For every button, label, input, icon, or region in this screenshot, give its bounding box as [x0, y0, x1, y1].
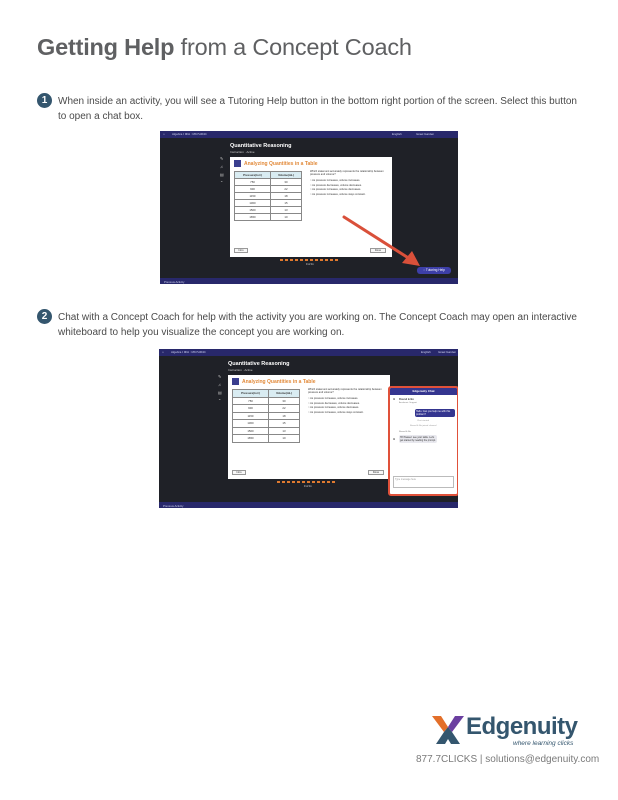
user-name: Israel Garden: [416, 132, 435, 136]
page-title-bold: Getting Help: [37, 34, 175, 60]
bottom-bar: [160, 278, 458, 284]
chevron-up-icon: ⌃: [220, 180, 224, 185]
chat-status: Chat started: [417, 420, 429, 422]
table-row: [235, 200, 302, 207]
answer-option[interactable]: ○ As pressure increases, volume decreases.: [308, 406, 360, 409]
chat-icon: ◌: [423, 268, 426, 272]
toolbar: [218, 157, 228, 189]
step-number: 2: [37, 309, 52, 324]
progress-dots[interactable]: [277, 481, 337, 483]
previous-activity-link[interactable]: Previous Activity: [163, 503, 184, 508]
activity-title: Analyzing Quantities in a Table: [242, 379, 316, 385]
question-text: Which statement accurately represents the relationship between pressure and volume?: [310, 170, 384, 177]
answer-option[interactable]: ○ As pressure increases, volume increases.: [308, 397, 359, 400]
table-cell: 750: [235, 179, 271, 186]
chat-status: Round & Bo joined channel: [410, 425, 437, 427]
screenshot-activity: [160, 131, 458, 284]
table-cell: 1150: [235, 193, 271, 200]
answer-option[interactable]: ○ As pressure decreases, volume decreases.: [310, 183, 362, 187]
table-cell: 10: [268, 435, 299, 443]
table-row: [235, 207, 302, 214]
headphones-icon: ♫: [218, 382, 221, 387]
intro-button[interactable]: Intro: [234, 248, 248, 253]
notes-icon: ▤: [220, 172, 224, 177]
table-row: [233, 397, 300, 405]
table-row: [233, 420, 300, 428]
language-select: English: [392, 132, 402, 136]
logo-tagline: where learning clicks: [513, 740, 574, 747]
table-header: Pressure(torr): [235, 172, 271, 179]
course-name: Algebra I 9FA : MK7HR4C: [172, 132, 207, 136]
intro-button[interactable]: Intro: [232, 470, 246, 475]
user-message-bubble: Hello. Can you help me with this problem?: [415, 409, 455, 417]
page-counter: 9 of 11: [304, 485, 312, 488]
coach-label: Round & Bo: [399, 431, 411, 433]
step-number: 1: [37, 93, 52, 108]
table-cell: 22: [268, 405, 299, 413]
table-row: [235, 193, 302, 200]
data-table: [234, 171, 302, 221]
step-text: Chat with a Concept Coach for help with the activity you are working on. The Concept Coach may open an interactive whiteboard to help you visualize the concept you are working on.: [58, 312, 577, 338]
done-button[interactable]: Done: [370, 248, 386, 253]
chevron-up-icon: ⌃: [218, 398, 222, 403]
table-cell: 15: [268, 420, 299, 428]
headphones-icon: ♫: [220, 164, 223, 169]
home-icon: ⌂: [162, 350, 164, 354]
answer-option[interactable]: ○ As pressure decreases, volume decreases.: [308, 401, 360, 405]
lesson-title: Quantitative Reasoning: [230, 143, 292, 149]
table-header: Volume(mL): [270, 172, 301, 179]
user-name: Israel Garden: [438, 350, 457, 354]
table-cell: 1150: [233, 412, 269, 420]
table-cell: 10: [270, 214, 301, 221]
table-cell: 15: [270, 200, 301, 207]
table-row: [233, 435, 300, 443]
home-icon: ⌂: [163, 132, 165, 136]
table-cell: 30: [268, 397, 299, 405]
notes-icon: ▤: [218, 390, 222, 395]
answer-options: [310, 179, 366, 197]
page-counter: 9 of 11: [306, 263, 314, 266]
coach-avatar-icon: ✖: [393, 398, 396, 401]
chat-header-title: Edgenuity Chat: [412, 389, 435, 393]
previous-activity-link[interactable]: Previous Activity: [164, 279, 185, 284]
lesson-title: Quantitative Reasoning: [228, 361, 290, 367]
table-cell: 900: [233, 405, 269, 413]
table-header: Pressure(torr): [233, 390, 269, 398]
top-nav-bar: [160, 131, 458, 138]
answer-option[interactable]: ○ As pressure increases, volume increases.: [310, 179, 361, 182]
table-cell: 750: [233, 397, 269, 405]
table-header: Volume(mL): [268, 390, 299, 398]
answer-option[interactable]: ○ As pressure increases, volume stays constant.: [310, 192, 366, 196]
screenshot-chat: [159, 349, 458, 508]
coach-avatar-icon: ✖: [393, 438, 396, 441]
table-row: [235, 186, 302, 193]
table-cell: 1650: [233, 435, 269, 443]
table-cell: 13: [268, 427, 299, 435]
course-name: Algebra I 9FA : MK7HR4C: [171, 350, 206, 354]
table-cell: 900: [235, 186, 271, 193]
activity-panel: [228, 375, 390, 479]
table-cell: 30: [270, 179, 301, 186]
contact-info: 877.7CLICKS | solutions@edgenuity.com: [416, 754, 600, 765]
table-row: [233, 405, 300, 413]
table-cell: 22: [270, 186, 301, 193]
table-row: [235, 214, 302, 221]
table-row: [233, 412, 300, 420]
chat-box: [388, 386, 458, 496]
step-1: [37, 93, 587, 125]
coach-message-bubble: Hi! Please I see your table. Let's get started by reading the prompt.: [400, 436, 436, 442]
lesson-subtitle: Instruction · Active: [230, 150, 255, 154]
lesson-subtitle: Instruction · Active: [228, 368, 253, 372]
table-cell: 18: [270, 193, 301, 200]
chat-input[interactable]: Type message here: [393, 476, 454, 488]
activity-icon: [232, 378, 239, 385]
answer-option[interactable]: ○ As pressure increases, volume decreases.: [310, 188, 362, 191]
table-cell: 1500: [233, 427, 269, 435]
table-cell: 1300: [235, 200, 271, 207]
page-title-rest: from a Concept Coach: [174, 34, 412, 60]
bottom-bar: [159, 502, 458, 508]
table-cell: 1650: [235, 214, 271, 221]
activity-icon: [234, 160, 241, 167]
red-arrow-icon: [340, 211, 430, 271]
pencil-icon: ✎: [218, 374, 222, 379]
data-table: [232, 389, 300, 443]
pencil-icon: ✎: [220, 156, 224, 161]
step-2: [37, 309, 587, 341]
table-cell: 1500: [235, 207, 271, 214]
progress-dots[interactable]: [280, 259, 340, 261]
chat-header: [390, 388, 457, 395]
top-nav-bar: [159, 349, 458, 356]
edgenuity-logo-icon: [432, 714, 464, 746]
answer-option[interactable]: ○ As pressure increases, volume stays constant.: [308, 410, 364, 414]
table-row: [235, 179, 302, 186]
table-cell: 18: [268, 412, 299, 420]
page-title: [37, 34, 412, 61]
table-cell: 13: [270, 207, 301, 214]
activity-title: Analyzing Quantities in a Table: [244, 161, 318, 167]
table-cell: 1300: [233, 420, 269, 428]
done-button[interactable]: Done: [368, 470, 384, 475]
tutoring-help-label: Tutoring Help: [425, 268, 445, 272]
answer-options: [308, 397, 364, 415]
toolbar: [216, 375, 226, 407]
question-text: Which statement accurately represents the relationship between pressure and volume?: [308, 388, 382, 395]
table-row: [233, 427, 300, 435]
step-text: When inside an activity, you will see a Tutoring Help button in the bottom right portion of the screen. Select this button to open a chat box.: [58, 96, 577, 122]
coach-role: Academic Support: [399, 401, 417, 404]
language-select: English: [421, 350, 431, 354]
logo-wordmark: Edgenuity: [466, 713, 578, 740]
coach-name: Round & Bo: [399, 398, 414, 401]
